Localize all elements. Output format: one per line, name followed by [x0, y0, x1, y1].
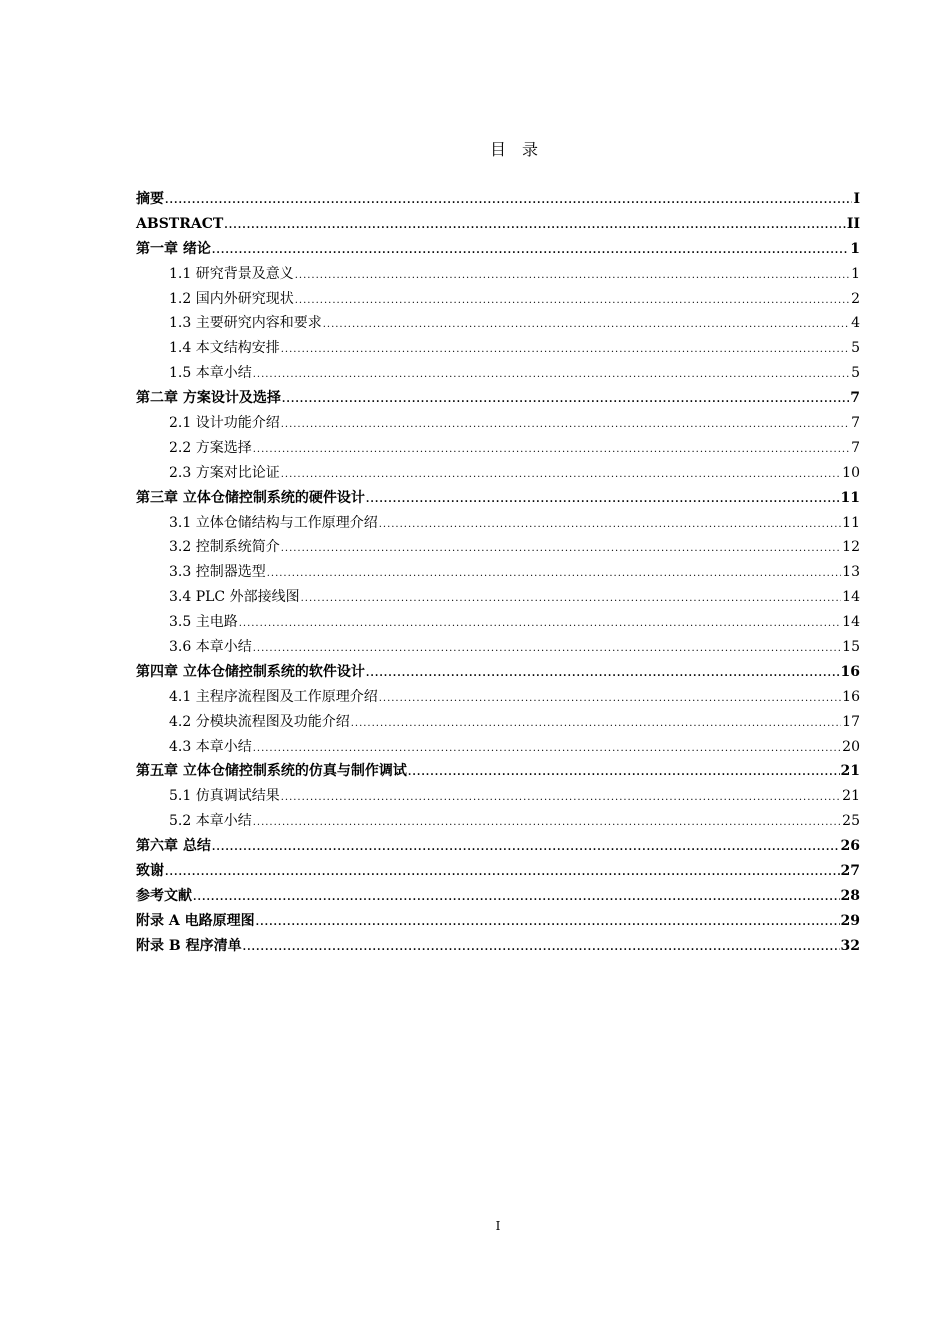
title-char-1: 目 [489, 140, 508, 159]
toc-entry-label: 第五章 立体仓储控制系统的仿真与制作调试 [136, 763, 407, 780]
toc-section-entry[interactable] [136, 710, 860, 735]
toc-entry-label: 附录 A 电路原理图 [136, 912, 255, 929]
toc-entry-page: 27 [840, 863, 860, 880]
toc-entry-page: 17 [842, 713, 860, 730]
toc-entry-label: 参考文献 [136, 887, 192, 904]
toc-entry-label: 附录 B 程序清单 [136, 937, 242, 954]
toc-entry-page: 1 [850, 240, 860, 257]
toc-entry-page: II [846, 215, 860, 232]
toc-entry-page: 12 [842, 539, 860, 556]
toc-entry-page: 14 [842, 589, 860, 606]
toc-entry-page: 21 [842, 788, 860, 805]
toc-dot-leader [281, 338, 850, 363]
toc-chapter-entry[interactable] [136, 934, 860, 959]
toc-chapter-entry[interactable] [136, 237, 860, 262]
toc-entry-page: 4 [851, 315, 860, 332]
toc-entry-label: 1.4 本文结构安排 [169, 340, 280, 357]
toc-entry-page: 11 [840, 489, 860, 506]
toc-entry-label: 3.3 控制器选型 [169, 564, 266, 581]
toc-section-entry[interactable] [136, 311, 860, 336]
toc-entry-page: 2 [851, 290, 860, 307]
toc-section-entry[interactable] [136, 784, 860, 809]
toc-dot-leader [239, 612, 841, 637]
toc-entry-page: 10 [842, 464, 860, 481]
toc-chapter-entry[interactable] [136, 859, 860, 884]
toc-chapter-entry[interactable] [136, 834, 860, 859]
toc-chapter-entry[interactable] [136, 660, 860, 685]
toc-chapter-entry[interactable] [136, 187, 860, 212]
toc-dot-leader [253, 811, 841, 836]
toc-dot-leader [379, 687, 841, 712]
toc-entry-page: 7 [851, 415, 860, 432]
toc-section-entry[interactable] [136, 361, 860, 386]
page-title [0, 137, 950, 160]
toc-entry-label: 4.3 本章小结 [169, 738, 252, 755]
toc-entry-page: 11 [842, 514, 860, 531]
toc-dot-leader [295, 264, 850, 289]
toc-section-entry[interactable] [136, 411, 860, 436]
toc-entry-label: 1.2 国内外研究现状 [169, 290, 294, 307]
toc-dot-leader [253, 637, 841, 662]
toc-entry-label: 第一章 绪论 [136, 240, 211, 257]
toc-dot-leader [408, 761, 840, 786]
toc-chapter-entry[interactable] [136, 486, 860, 511]
toc-dot-leader [281, 786, 841, 811]
toc-dot-leader [281, 537, 841, 562]
toc-entry-label: 3.5 主电路 [169, 614, 238, 631]
toc-section-entry[interactable] [136, 287, 860, 312]
toc-section-entry[interactable] [136, 262, 860, 287]
toc-entry-page: 15 [842, 639, 860, 656]
toc-section-entry[interactable] [136, 511, 860, 536]
toc-entry-page: 14 [842, 614, 860, 631]
toc-chapter-entry[interactable] [136, 386, 860, 411]
toc-entry-label: 摘要 [136, 191, 164, 207]
toc-entry-label: 3.2 控制系统简介 [169, 539, 280, 556]
toc-chapter-entry[interactable] [136, 212, 860, 237]
toc-entry-label: ABSTRACT [136, 215, 224, 232]
toc-entry-page: 28 [840, 887, 860, 904]
toc-dot-leader [366, 662, 840, 687]
title-char-2: 录 [522, 140, 541, 159]
toc-chapter-entry[interactable] [136, 759, 860, 784]
toc-entry-page: 7 [850, 390, 860, 407]
toc-dot-leader [301, 587, 842, 612]
toc-section-entry[interactable] [136, 436, 860, 461]
toc-entry-label: 第三章 立体仓储控制系统的硬件设计 [136, 489, 365, 506]
toc-section-entry[interactable] [136, 635, 860, 660]
toc-entry-label: 2.1 设计功能介绍 [169, 415, 280, 432]
toc-dot-leader [253, 737, 841, 762]
toc-entry-label: 5.2 本章小结 [169, 813, 252, 830]
toc-entry-page: 13 [842, 564, 860, 581]
toc-entry-page: 20 [842, 738, 860, 755]
toc-entry-label: 致谢 [136, 863, 164, 880]
toc-entry-label: 第六章 总结 [136, 838, 211, 855]
toc-section-entry[interactable] [136, 735, 860, 760]
toc-dot-leader [253, 363, 850, 388]
toc-entry-page: 16 [842, 688, 860, 705]
toc-entry-label: 3.4 PLC 外部接线图 [169, 589, 300, 606]
toc-entry-label: 3.6 本章小结 [169, 639, 252, 656]
toc-entry-page: 32 [840, 937, 860, 954]
footer-page-number: I [495, 1219, 501, 1233]
toc-entry-label: 4.2 分模块流程图及功能介绍 [169, 713, 350, 730]
toc-chapter-entry[interactable] [136, 909, 860, 934]
toc-dot-leader [165, 189, 852, 214]
toc-dot-leader [212, 836, 840, 861]
toc-dot-leader [253, 438, 850, 463]
toc-section-entry[interactable] [136, 461, 860, 486]
toc-entry-label: 1.5 本章小结 [169, 365, 252, 382]
toc-dot-leader [366, 488, 840, 513]
toc-section-entry[interactable] [136, 336, 860, 361]
toc-dot-leader [281, 413, 850, 438]
toc-dot-leader [256, 911, 840, 936]
toc-entry-label: 1.1 研究背景及意义 [169, 265, 294, 282]
toc-dot-leader [267, 562, 841, 587]
toc-entry-label: 5.1 仿真调试结果 [169, 788, 280, 805]
toc-entry-page: 26 [840, 838, 860, 855]
toc-section-entry[interactable] [136, 585, 860, 610]
toc-entry-page: I [853, 191, 860, 207]
toc-entry-page: 29 [840, 912, 860, 929]
toc-dot-leader [295, 289, 850, 314]
toc-entry-page: 21 [840, 763, 860, 780]
toc-section-entry[interactable] [136, 535, 860, 560]
toc-entry-page: 1 [851, 265, 860, 282]
toc-entry-label: 2.2 方案选择 [169, 439, 252, 456]
toc-dot-leader [193, 886, 840, 911]
toc-dot-leader [224, 214, 846, 239]
toc-entry-label: 第二章 方案设计及选择 [136, 390, 281, 407]
toc-entry-page: 5 [851, 365, 860, 382]
toc-dot-leader [165, 861, 840, 886]
toc-section-entry[interactable] [136, 560, 860, 585]
toc-dot-leader [281, 463, 841, 488]
toc-entry-page: 16 [840, 663, 860, 680]
toc-entry-page: 25 [842, 813, 860, 830]
toc-dot-leader [323, 313, 850, 338]
toc-entry-label: 2.3 方案对比论证 [169, 464, 280, 481]
toc-dot-leader [212, 239, 849, 264]
table-of-contents [136, 187, 860, 959]
toc-dot-leader [379, 513, 841, 538]
toc-dot-leader [282, 388, 849, 413]
toc-section-entry[interactable] [136, 685, 860, 710]
toc-dot-leader [243, 936, 840, 961]
toc-entry-label: 3.1 立体仓储结构与工作原理介绍 [169, 514, 378, 531]
toc-section-entry[interactable] [136, 809, 860, 834]
toc-entry-label: 4.1 主程序流程图及工作原理介绍 [169, 688, 378, 705]
toc-entry-page: 5 [851, 340, 860, 357]
toc-chapter-entry[interactable] [136, 884, 860, 909]
toc-entry-label: 第四章 立体仓储控制系统的软件设计 [136, 663, 365, 680]
toc-section-entry[interactable] [136, 610, 860, 635]
toc-entry-page: 7 [851, 439, 860, 456]
toc-entry-label: 1.3 主要研究内容和要求 [169, 315, 322, 332]
toc-dot-leader [351, 712, 841, 737]
